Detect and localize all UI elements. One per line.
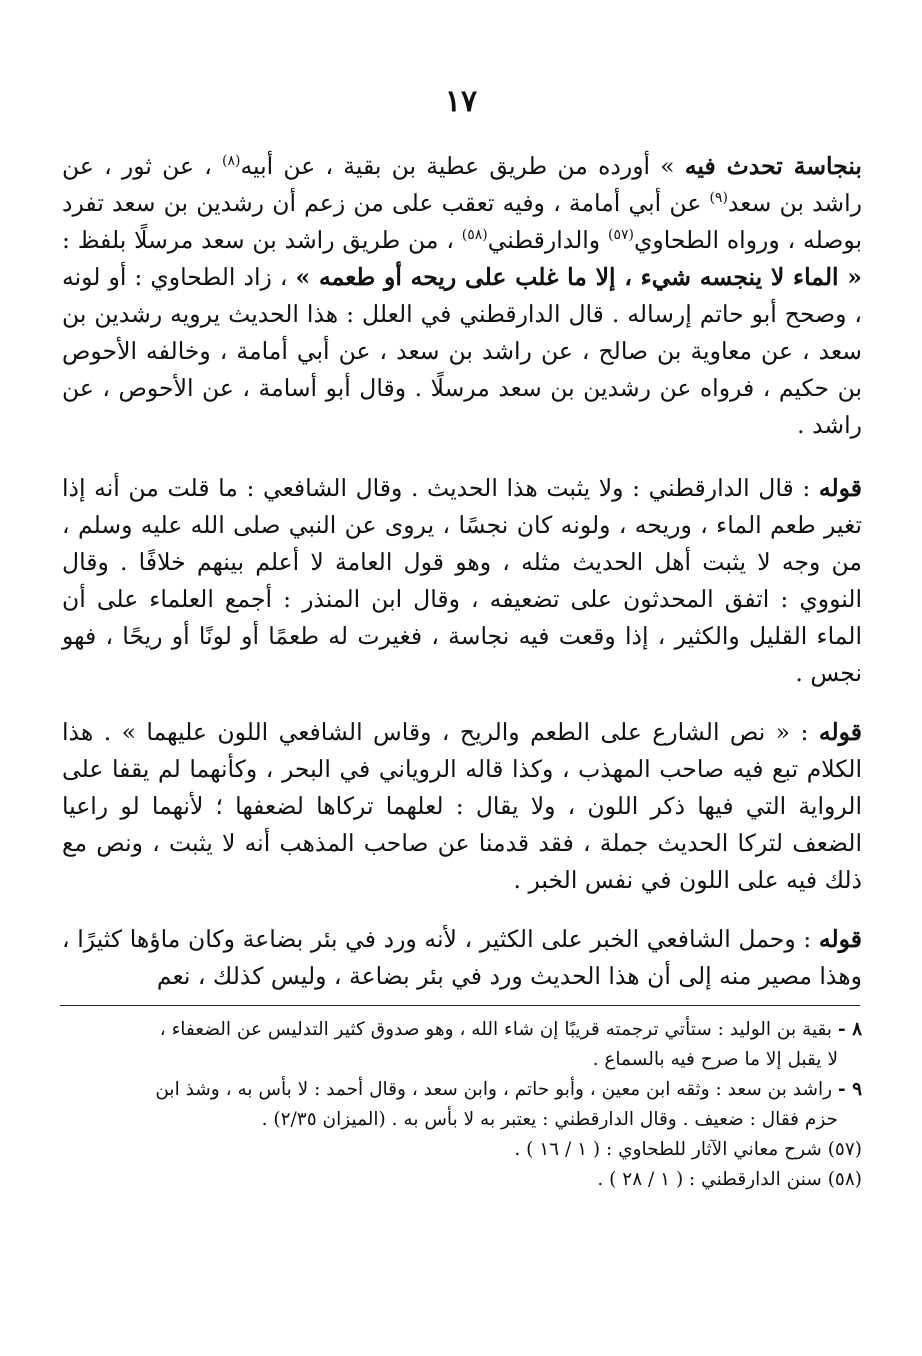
- paragraph-lead: قوله: [818, 718, 862, 746]
- paragraph-text: : وحمل الشافعي الخبر على الكثير ، لأنه ورد في بئر بضاعة وكان ماؤها كثيرًا ، وهذا مصير منه إلى أن هذا الحديث ورد في بئر بضاعة ، وليس كذلك ، نعم: [62, 925, 862, 990]
- main-text: [62, 148, 862, 1017]
- paragraph-lead: قوله: [818, 474, 862, 502]
- paragraph-3: [62, 714, 862, 899]
- footnote-ref[interactable]: (٥٧): [608, 227, 634, 244]
- paragraph-lead: قوله: [818, 925, 862, 953]
- footnote-text: سنن الدارقطني : ( ١ / ٢٨ ) .: [597, 1169, 828, 1190]
- footnote-text: راشد بن سعد : وثقه ابن معين ، وأبو حاتم ، وابن سعد ، وقال أحمد : لا بأس به ، وشذ ابن: [155, 1079, 838, 1100]
- footnote-ref[interactable]: (٥٨): [461, 227, 488, 244]
- footnote-number: ٨ -: [837, 1019, 862, 1040]
- page-number: ١٧: [444, 84, 478, 119]
- paragraph-text: » أورده من طريق عطية بن بقية ، عن أبيه: [240, 152, 685, 180]
- footnote-number: (٥٨): [827, 1169, 862, 1190]
- footnote-9: [62, 1075, 862, 1135]
- paragraph-2: [62, 470, 862, 692]
- footnote-text: حزم فقال : ضعيف . وقال الدارقطني : يعتبر به لا بأس به . (الميزان ٢/٣٥) .: [261, 1109, 838, 1130]
- footnotes: [62, 1015, 862, 1195]
- paragraph-text: : قال الدارقطني : ولا يثبت هذا الحديث . وقال الشافعي : ما قلت من أنه إذا تغير طعم الماء ، وريحه ، ولونه كان نجسًا ، يروى عن النبي صلى الله عليه وسلم ، من وجه لا يثبت أهل الحديث مثله ، وهو قول العامة لا أعلم بينهم خلافًا . وقال النووي : اتفق المحدثون على تضعيفه ، وقال ابن المنذر : أجمع العلماء على أن الماء القليل والكثير ، إذا وقعت فيه نجاسة ، فغيرت له طعمًا أو لونًا أو ريحًا ، فهو نجس .: [62, 474, 862, 687]
- paragraph-text: : « نص الشارع على الطعم والريح ، وقاس الشافعي اللون عليهما » . هذا الكلام تبع فيه صاحب المهذب ، وكذا قاله الروياني في البحر ، وكأنهما لم يقفا على الرواية التي فيها ذكر اللون ، ولا يقال : لعلهما تركاها لضعفها ؛ لأنهما لو راعيا الضعف لتركا الحديث جملة ، فقد قدمنا عن صاحب المذهب أنه لا يثبت ، ونص مع ذلك فيه على اللون في نفس الخبر .: [62, 718, 863, 894]
- footnote-divider: [60, 1005, 860, 1006]
- paragraph-1: [62, 148, 862, 444]
- footnote-58: [62, 1165, 862, 1195]
- paragraph-text: عن أبي أمامة ، وفيه تعقب على من زعم أن رشدين بن سعد تفرد بوصله ، ورواه الطحاوي: [62, 189, 862, 254]
- paragraph-text: ، من طريق راشد بن سعد مرسلًا بلفظ :: [62, 226, 462, 254]
- footnote-8: [62, 1015, 862, 1075]
- paragraph-text: والدارقطني: [487, 226, 608, 254]
- footnote-text: شرح معاني الآثار للطحاوي : ( ١ / ١٦ ) .: [514, 1139, 828, 1160]
- hadith-quote: « الماء لا ينجسه شيء ، إلا ما غلب على ريحه أو طعمه »: [295, 263, 862, 291]
- paragraph-4: [62, 921, 862, 995]
- paragraph-text: ، زاد الطحاوي : أو لونه ، وصحح أبو حاتم إرساله . قال الدارقطني في العلل : هذا الحديث يرويه رشدين بن سعد ، عن معاوية بن صالح ، عن راشد بن سعد ، عن أبي أمامة ، وخالفه الأحوص بن حكيم ، فرواه عن رشدين بن سعد مرسلًا . وقال أبو أسامة ، عن الأحوص ، عن راشد .: [62, 263, 862, 439]
- footnote-57: [62, 1135, 862, 1165]
- footnote-text: بقية بن الوليد : ستأتي ترجمته قريبًا إن شاء الله ، وهو صدوق كثير التدليس عن الضعفاء ،: [159, 1019, 838, 1040]
- footnote-ref[interactable]: (٩): [709, 190, 728, 207]
- footnote-number: (٥٧): [827, 1139, 862, 1160]
- paragraph-lead: بنجاسة تحدث فيه: [684, 152, 862, 180]
- footnote-ref[interactable]: (٨): [221, 153, 241, 170]
- footnote-number: ٩ -: [837, 1079, 862, 1100]
- footnote-text: لا يقبل إلا ما صرح فيه بالسماع .: [592, 1049, 838, 1070]
- paragraph-text: ، عن ثور ، عن راشد بن سعد: [62, 152, 862, 217]
